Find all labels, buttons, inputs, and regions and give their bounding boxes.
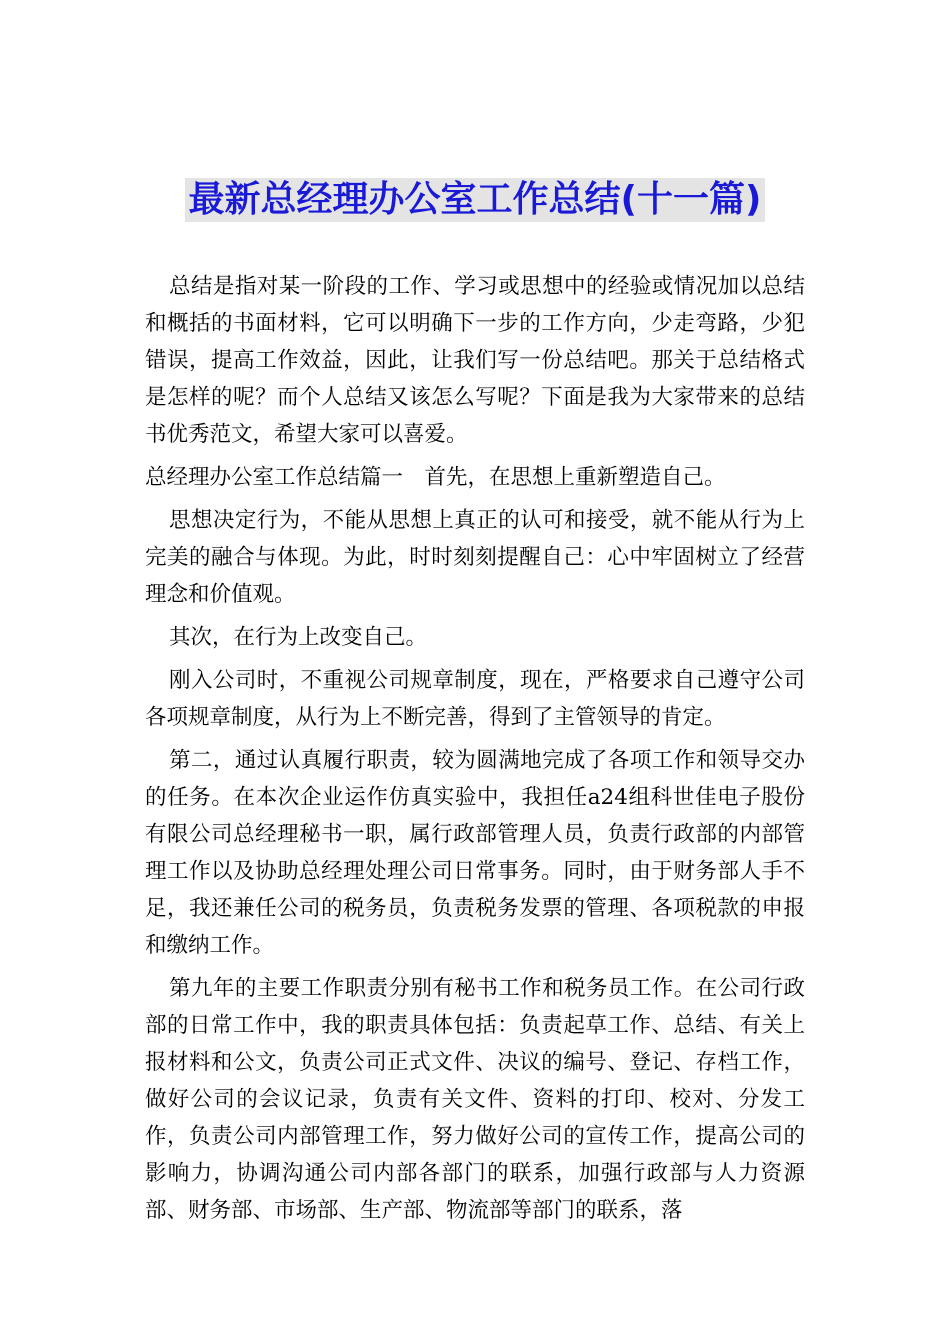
document-body: [145, 268, 805, 1235]
paragraph-section-heading: 总经理办公室工作总结篇一 首先，在思想上重新塑造自己。: [145, 465, 726, 490]
paragraph-intro: 总结是指对某一阶段的工作、学习或思想中的经验或情况加以总结和概括的书面材料，它可以明确下一步的工作方向，少走弯路，少犯错误，提高工作效益，因此，让我们写一份总结吧。那关于总结格式是怎样的呢？而个人总结又该怎么写呢？下面是我为大家带来的总结书优秀范文，希望大家可以喜爱。: [145, 274, 805, 447]
paragraph-secondly: 其次，在行为上改变自己。: [169, 625, 428, 650]
paragraph-thought: 思想决定行为，不能从思想上真正的认可和接受，就不能从行为上完美的融合与体现。为此，时时刻刻提醒自己：心中牢固树立了经营理念和价值观。: [145, 508, 805, 607]
paragraph-rules: 刚入公司时，不重视公司规章制度，现在，严格要求自己遵守公司各项规章制度，从行为上不断完善，得到了主管领导的肯定。: [145, 668, 805, 730]
title-container: [0, 178, 950, 222]
paragraph-duties: 第二，通过认真履行职责，较为圆满地完成了各项工作和领导交办的任务。在本次企业运作仿真实验中，我担任a24组科世佳电子股份有限公司总经理秘书一职，属行政部管理人员，负责行政部的内部管理工作以及协助总经理处理公司日常事务。同时，由于财务部人手不足，我还兼任公司的税务员，负责税务发票的管理、各项税款的申报和缴纳工作。: [145, 748, 805, 958]
paragraph-ninth-year: 第九年的主要工作职责分别有秘书工作和税务员工作。在公司行政部的日常工作中，我的职责具体包括：负责起草工作、总结、有关上报材料和公文，负责公司正式文件、决议的编号、登记、存档工作，做好公司的会议记录，负责有关文件、资料的打印、校对、分发工作，负责公司内部管理工作，努力做好公司的宣传工作，提高公司的影响力，协调沟通公司内部各部门的联系，加强行政部与人力资源部、财务部、市场部、生产部、物流部等部门的联系，落: [145, 976, 805, 1223]
document-title: 最新总经理办公室工作总结(十一篇): [185, 178, 766, 222]
